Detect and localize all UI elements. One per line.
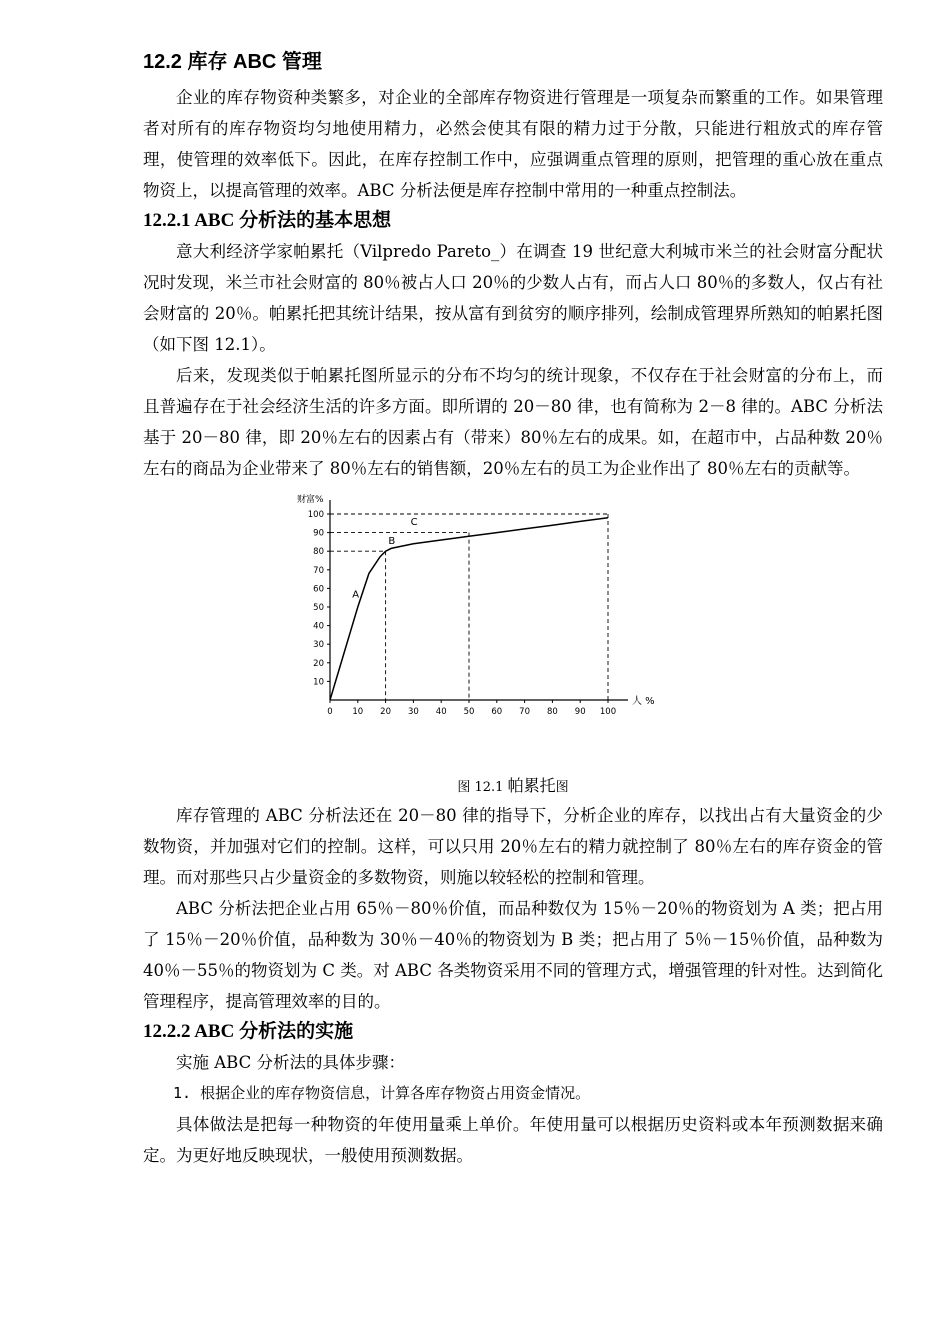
caption-main: 帕累托: [507, 776, 556, 795]
region-label: B: [388, 535, 396, 547]
x-tick-label: 40: [435, 707, 447, 717]
x-tick-label: 90: [574, 707, 586, 717]
x-tick-label: 50: [463, 707, 475, 717]
region-label: A: [352, 589, 360, 601]
pareto-paragraph: 意大利经济学家帕累托（Vilpredo Pareto_）在调查 19 世纪意大利城市米兰的社会财富分配状况时发现，米兰市社会财富的 80％被占人口 20％的少数人占有，而占人口 80％的多数人，仅占有社会财富的 20％。帕累托把其统计结果，按从富有到贫穷的顺序排列，绘制成管理界所熟知的帕累托图（如下图 12.1）。: [143, 242, 883, 354]
step-1-detail: 具体做法是把每一种物资的年使用量乘上单价。年使用量可以根据历史资料或本年预测数据来确定。为更好地反映现状，一般使用预测数据。: [143, 1115, 883, 1165]
subsection-title-1: 12.2.1 ABC 分析法的基本思想: [143, 210, 392, 231]
section-title: 12.2 库存 ABC 管理: [143, 51, 322, 73]
x-tick-label: 60: [491, 707, 503, 717]
abc-class-paragraph: ABC 分析法把企业占用 65％－80％价值，而品种数仅为 15％－20％的物资划为 A 类；把占用了 15％－20％价值，品种数为 30％－40％的物资划为 B 类；把占用了 5％－15％价值，品种数为 40％－55％的物资划为 C 类。对 ABC 各类物资采用不同的管理方式，增强管理的针对性。达到简化管理程序，提高管理效率的目的。: [143, 899, 883, 1011]
subsection-title-2: 12.2.2 ABC 分析法的实施: [143, 1021, 354, 1042]
x-tick-label: 10: [352, 707, 364, 717]
document-page: [143, 48, 883, 1171]
y-tick-label: 30: [313, 640, 324, 651]
y-tick-label: 10: [313, 677, 324, 688]
steps-lead: 实施 ABC 分析法的具体步骤：: [176, 1053, 405, 1072]
x-axis-label: 人 %: [632, 696, 655, 707]
y-tick-label: 70: [313, 565, 324, 576]
y-tick-label: 20: [313, 658, 324, 669]
caption-prefix: 图 12.1: [457, 780, 504, 795]
y-tick-label: 40: [313, 621, 324, 632]
x-tick-label: 100: [599, 707, 617, 717]
x-tick-label: 0: [327, 707, 333, 717]
y-tick-label: 80: [313, 547, 324, 558]
x-tick-label: 30: [407, 707, 419, 717]
x-tick-label: 80: [546, 707, 558, 717]
intro-paragraph: 企业的库存物资种类繁多，对企业的全部库存物资进行管理是一项复杂而繁重的工作。如果管理者对所有的库存物资均匀地使用精力，必然会使其有限的精力过于分散，只能进行粗放式的库存管理，使管理的效率低下。因此，在库存控制工作中，应强调重点管理的原则，把管理的重心放在重点物资上，以提高管理的效率。ABC 分析法便是库存控制中常用的一种重点控制法。: [143, 88, 883, 200]
y-tick-label: 50: [313, 603, 324, 613]
step-1: 1. 根据企业的库存物资信息，计算各库存物资占用资金情况。: [173, 1084, 591, 1102]
y-tick-label: 60: [313, 584, 324, 595]
region-label: C: [410, 517, 418, 529]
y-tick-label: 100: [307, 510, 324, 520]
rule-paragraph: 后来，发现类似于帕累托图所显示的分布不均匀的统计现象，不仅存在于社会财富的分布上，而且普遍存在于社会经济生活的许多方面。即所谓的 20－80 律，也有简称为 2－8 律的。ABC 分析法基于 20－80 律，即 20％左右的因素占有（带来）80％左右的成果。如，在超市中，占品种数 20％左右的商品为企业带来了 80％左右的销售额，20％左右的员工为企业作出了 80％左右的贡献等。: [143, 366, 883, 478]
figure-caption: [143, 776, 883, 798]
y-tick-label: 90: [313, 528, 324, 539]
caption-suffix: 图: [555, 780, 569, 795]
pareto-chart: [293, 492, 673, 732]
x-tick-label: 70: [519, 707, 531, 717]
pareto-figure: [143, 486, 883, 776]
x-tick-label: 20: [380, 707, 392, 717]
abc-control-paragraph: 库存管理的 ABC 分析法还在 20－80 律的指导下，分析企业的库存，以找出占有大量资金的少数物资，并加强对它们的控制。这样，可以只用 20％左右的精力就控制了 80％左右的库存资金的管理。而对那些只占少量资金的多数物资，则施以较轻松的控制和管理。: [143, 806, 883, 887]
y-axis-label: 财富%: [297, 495, 324, 505]
